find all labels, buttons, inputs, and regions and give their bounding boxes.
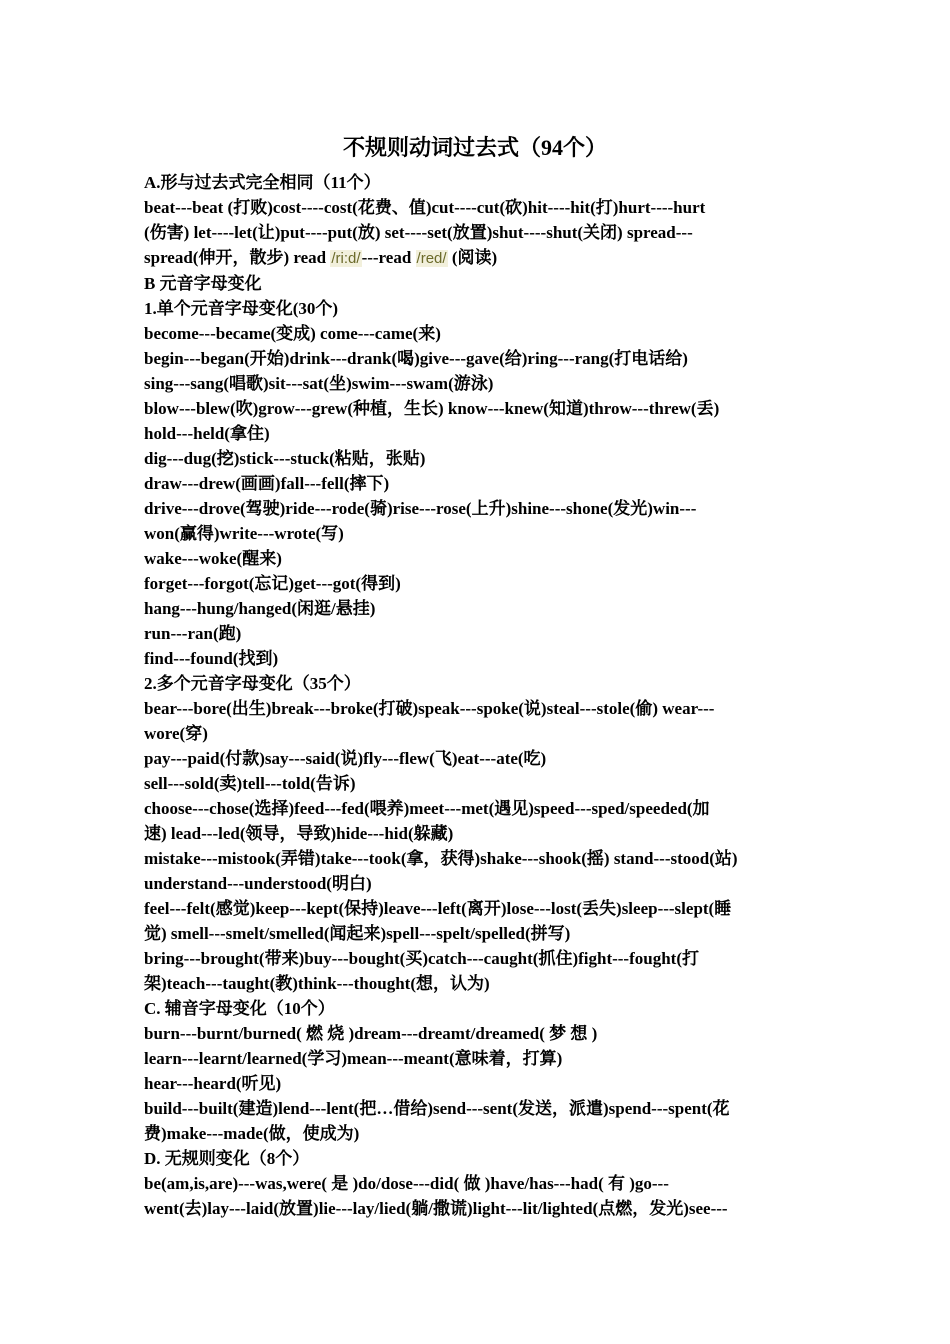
section-a-text: ---read: [361, 248, 416, 267]
section-b2-line: bear---bore(出生)break---broke(打破)speak---spoke(说)steal---stole(偷) wear---: [144, 699, 715, 718]
section-d-line: went(去)lay---laid(放置)lie---lay/lied(躺/撒谎)light---lit/lighted(点燃，发光)see---: [144, 1199, 728, 1218]
section-b1-line: dig---dug(挖)stick---stuck(粘贴，张贴): [144, 449, 426, 468]
section-b2-heading: 2.多个元音字母变化（35个）: [144, 674, 361, 693]
section-b1-line: find---found(找到): [144, 649, 279, 668]
section-b1-line: hang---hung/hanged(闲逛/悬挂): [144, 599, 376, 618]
section-c-heading: C. 辅音字母变化（10个）: [144, 999, 335, 1018]
ipa-read-past: /red/: [416, 250, 447, 267]
section-c-line: learn---learnt/learned(学习)mean---meant(意味着，打算): [144, 1049, 563, 1068]
section-b1-line: begin---began(开始)drink---drank(喝)give---gave(给)ring---rang(打电话给): [144, 349, 688, 368]
section-a-text: (阅读): [447, 248, 498, 267]
section-b1-line: run---ran(跑): [144, 624, 242, 643]
section-b2-line: choose---chose(选择)feed---fed(喂养)meet---met(遇见)speed---sped/speeded(加: [144, 799, 710, 818]
section-b2-line: understand---understood(明白): [144, 874, 372, 893]
section-b2-line: sell---sold(卖)tell---told(告诉): [144, 774, 356, 793]
section-b1-line: hold---held(拿住): [144, 424, 270, 443]
section-b1-line: forget---forgot(忘记)get---got(得到): [144, 574, 401, 593]
section-b2-line: pay---paid(付款)say---said(说)fly---flew(飞)eat---ate(吃): [144, 749, 547, 768]
section-c-line: 费)make---made(做，使成为): [144, 1124, 360, 1143]
section-b2-line: 速) lead---led(领导，导致)hide---hid(躲藏): [144, 824, 454, 843]
section-b2-line: feel---felt(感觉)keep---kept(保持)leave---left(离开)lose---lost(丢失)sleep---slept(睡: [144, 899, 732, 918]
section-a-line: (伤害) let----let(让)put----put(放) set----set(放置)shut----shut(关闭) spread---: [144, 223, 693, 242]
section-b1-line: drive---drove(驾驶)ride---rode(骑)rise---rose(上升)shine---shone(发光)win---: [144, 499, 697, 518]
section-d-heading: D. 无规则变化（8个）: [144, 1149, 310, 1168]
section-a-line: beat---beat (打败)cost----cost(花费、值)cut----cut(砍)hit----hit(打)hurt----hurt: [144, 198, 706, 217]
section-b1-line: won(赢得)write---wrote(写): [144, 524, 344, 543]
section-d-line: be(am,is,are)---was,were( 是 )do/dose---did( 做 )have/has---had( 有 )go---: [144, 1174, 669, 1193]
section-b1-line: blow---blew(吹)grow---grew(种植，生长) know---knew(知道)throw---threw(丢): [144, 399, 720, 418]
section-b2-line: 觉) smell---smelt/smelled(闻起来)spell---spelt/spelled(拼写): [144, 924, 571, 943]
section-b1-line: sing---sang(唱歌)sit---sat(坐)swim---swam(游泳): [144, 374, 494, 393]
section-c-line: build---built(建造)lend---lent(把…借给)send---sent(发送，派遣)spend---spent(花: [144, 1099, 730, 1118]
section-b2-line: wore(穿): [144, 724, 208, 743]
ipa-read-present: /ri:d/: [331, 250, 361, 267]
section-a-last-line: [144, 245, 806, 271]
section-c-line: hear---heard(听见): [144, 1074, 282, 1093]
section-b2-line: bring---brought(带来)buy---bought(买)catch---caught(抓住)fight---fought(打: [144, 949, 699, 968]
section-b1-heading: 1.单个元音字母变化(30个): [144, 299, 339, 318]
section-b2-line: 架)teach---taught(教)think---thought(想，认为): [144, 974, 490, 993]
section-b1-line: wake---woke(醒来): [144, 549, 282, 568]
section-a-heading: A.形与过去式完全相同（11个）: [144, 173, 381, 192]
section-c-line: burn---burnt/burned( 燃 烧 )dream---dreamt/dreamed( 梦 想 ): [144, 1024, 598, 1043]
section-b1-line: draw---drew(画画)fall---fell(摔下): [144, 474, 390, 493]
section-b-heading: B 元音字母变化: [144, 274, 262, 293]
section-b2-line: mistake---mistook(弄错)take---took(拿，获得)shake---shook(摇) stand---stood(站): [144, 849, 738, 868]
document-page: [144, 130, 806, 1221]
section-b1-line: become---became(变成) come---came(来): [144, 324, 441, 343]
section-a-text: spread(伸开，散步) read: [144, 248, 331, 267]
page-title: 不规则动词过去式（94个）: [342, 135, 607, 160]
